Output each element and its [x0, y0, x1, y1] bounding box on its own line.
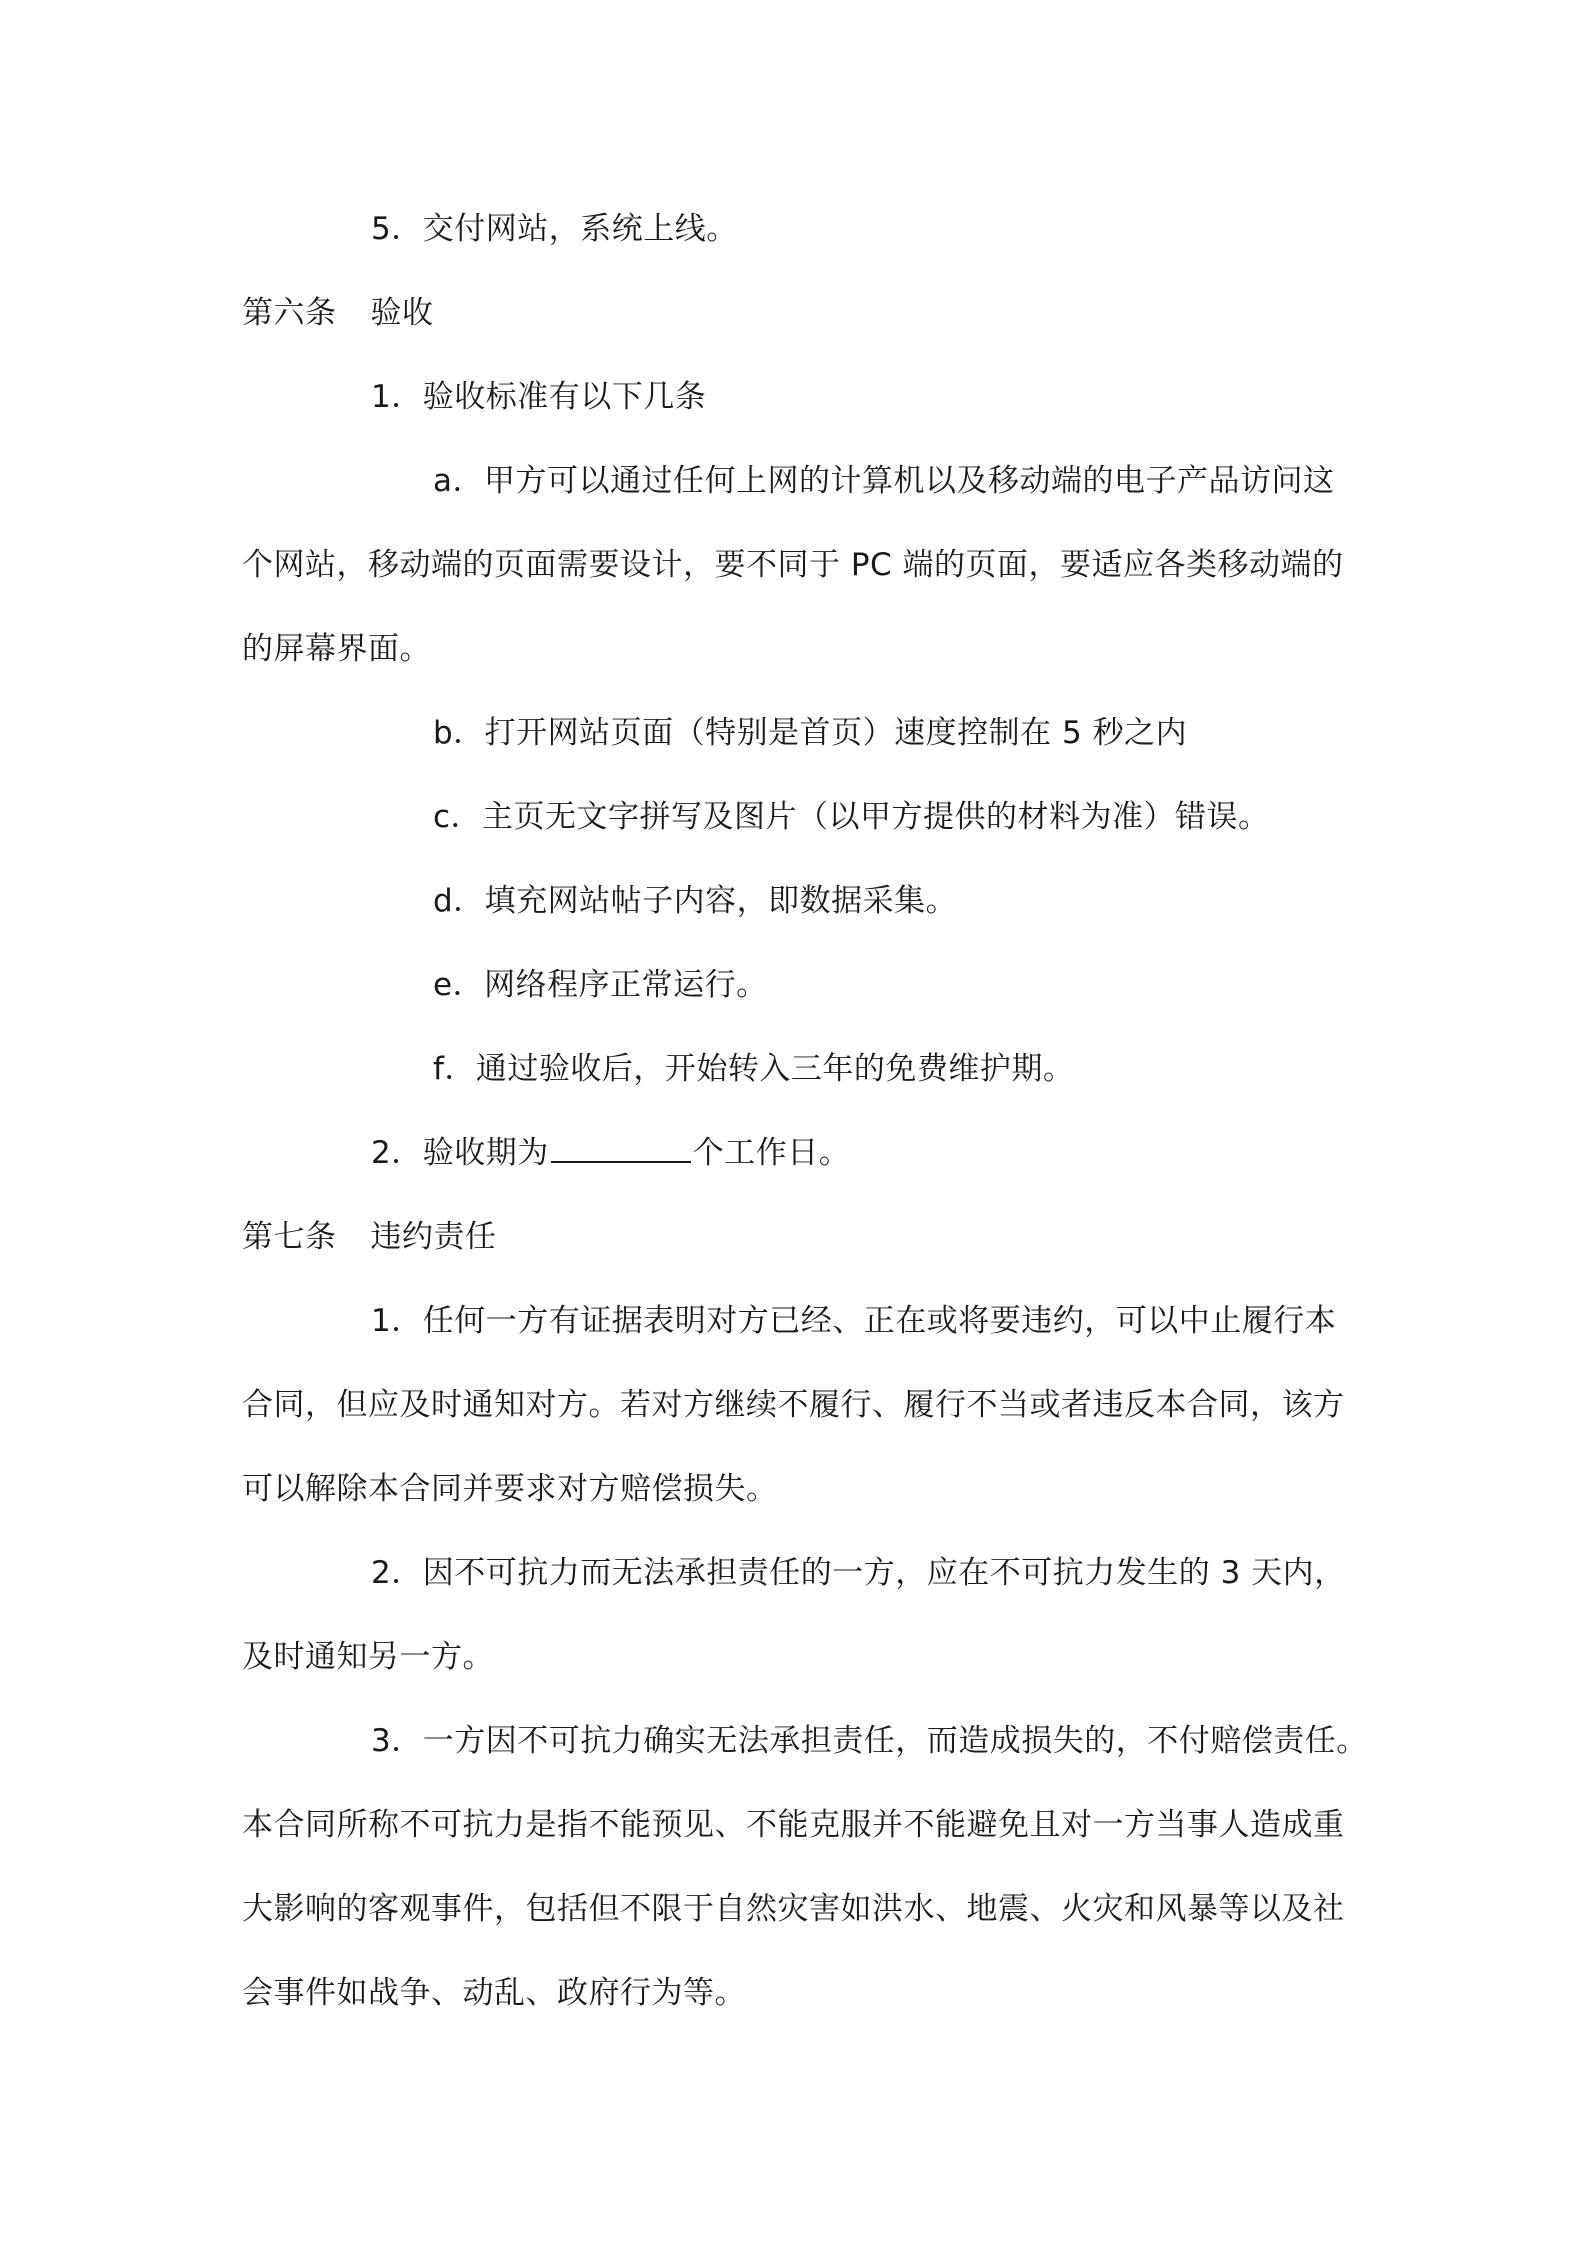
blank-field [551, 1133, 691, 1163]
criterion-c: c．主页无文字拼写及图片（以甲方提供的材料为准）错误。 [433, 799, 1270, 835]
liability-item-2-line-2: 及时通知另一方。 [242, 1639, 494, 1675]
criterion-a-line-2: 个网站，移动端的页面需要设计，要不同于 PC 端的页面，要适应各类移动端的 [242, 547, 1344, 583]
criterion-a-line-3: 的屏幕界面。 [242, 631, 431, 667]
article-6-heading [242, 293, 434, 333]
acceptance-item-2 [371, 1133, 850, 1173]
article-6-number: 第六条 [242, 295, 337, 331]
liability-item-1-line-3: 可以解除本合同并要求对方赔偿损失。 [242, 1471, 778, 1507]
acceptance-period-label: 2．验收期为 [371, 1135, 549, 1171]
criterion-b: b．打开网站页面（特别是首页）速度控制在 5 秒之内 [433, 715, 1188, 751]
article-6-title: 验收 [370, 295, 434, 331]
liability-item-1-line-1: 1．任何一方有证据表明对方已经、正在或将要违约，可以中止履行本 [371, 1303, 1337, 1339]
acceptance-item-1: 1．验收标准有以下几条 [371, 379, 707, 415]
criterion-e: e．网络程序正常运行。 [433, 967, 768, 1003]
liability-item-3-line-4: 会事件如战争、动乱、政府行为等。 [242, 1975, 746, 2011]
liability-item-3-line-3: 大影响的客观事件，包括但不限于自然灾害如洪水、地震、火灾和风暴等以及社 [242, 1891, 1345, 1927]
acceptance-period-unit: 个工作日。 [692, 1135, 851, 1171]
liability-item-3-line-1: 3．一方因不可抗力确实无法承担责任，而造成损失的，不付赔偿责任。 [371, 1723, 1368, 1759]
criterion-a-line-1: a．甲方可以通过任何上网的计算机以及移动端的电子产品访问这 [433, 463, 1335, 499]
article-7-title: 违约责任 [370, 1219, 497, 1255]
criterion-d: d．填充网站帖子内容，即数据采集。 [433, 883, 958, 919]
liability-item-2-line-1: 2．因不可抗力而无法承担责任的一方，应在不可抗力发生的 3 天内， [371, 1555, 1346, 1591]
liability-item-3-line-2: 本合同所称不可抗力是指不能预见、不能克服并不能避免且对一方当事人造成重 [242, 1807, 1345, 1843]
article-7-number: 第七条 [242, 1219, 337, 1255]
article-7-heading [242, 1217, 497, 1257]
criterion-f: f．通过验收后，开始转入三年的免费维护期。 [433, 1051, 1075, 1087]
delivery-item-5: 5．交付网站，系统上线。 [371, 211, 738, 247]
liability-item-1-line-2: 合同，但应及时通知对方。若对方继续不履行、履行不当或者违反本合同，该方 [242, 1387, 1345, 1423]
